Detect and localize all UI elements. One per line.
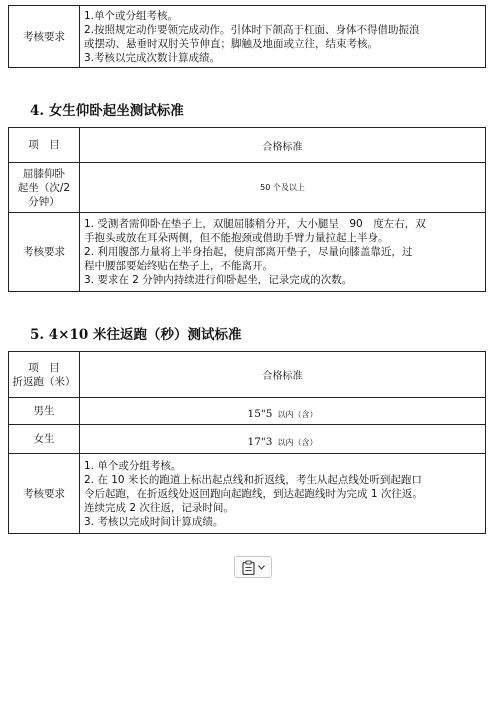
requirement-line: 或摆动、悬垂时双肘关节伸直；脚触及地面或立往，结束考核。 [84, 37, 378, 50]
shuttle-requirements-label: 考核要求 [9, 454, 80, 534]
situp-requirements-label: 考核要求 [9, 213, 80, 292]
requirement-line: 1. 单个或分组考核。 [84, 459, 182, 472]
requirements-text [80, 6, 486, 68]
header-standard: 合格标准 [80, 352, 486, 398]
header-item: 项 目 [9, 128, 80, 163]
situp-label-line: 起坐（次/2 [17, 181, 71, 194]
header-item-line: 项 目 [28, 361, 60, 374]
header-item-line: 折返跑（米） [12, 375, 76, 388]
requirement-line: 手抱头或放在耳朵两侧，但不能抱颈或借助手臂力量拉起上半身。 [84, 232, 389, 244]
shuttle-run-standard-table [8, 351, 486, 534]
section4-heading: 4. 女生仰卧起坐测试标准 [30, 103, 184, 119]
situp-requirements-text [80, 213, 486, 292]
male-label: 男生 [9, 398, 80, 425]
requirement-line: 2. 利用腹部力量将上半身抬起，使肩部离开垫子，尽量向膝盖靠近，过 [84, 246, 413, 258]
female-standard [80, 425, 486, 454]
male-standard [80, 398, 486, 425]
situp-standard-value: 50 个及以上 [80, 163, 486, 213]
female-label: 女生 [9, 425, 80, 454]
situp-label-line: 分钟） [28, 195, 60, 208]
requirement-line: 2. 在 10 米长的跑道上标出起点线和折返线，考生从起点线处听到起跑口 [84, 473, 422, 486]
requirement-line: 1.单个或分组考核。 [84, 9, 179, 22]
section5-heading: 5. 4×10 米往返跑（秒）测试标准 [30, 327, 242, 343]
requirement-line: 3. 考核以完成时间计算成绩。 [84, 515, 224, 528]
requirement-line: 令后起跑，在折返线处返回跑向起跑线，到达起跑线时为完成 1 次往返。 [84, 487, 423, 500]
male-suffix: 以内（含） [277, 409, 318, 419]
male-time: 15"5 [247, 407, 273, 420]
situp-label [9, 163, 80, 213]
header-item [9, 352, 80, 398]
requirement-line: 1. 受测者需仰卧在垫子上，双腿屈膝稍分开，大小腿呈 90 度左右，双 [84, 218, 426, 230]
header-standard: 合格标准 [80, 128, 486, 163]
situp-standard-table [8, 127, 486, 292]
pullup-requirements-table [8, 5, 486, 68]
clipboard-icon [242, 560, 255, 575]
requirement-line: 2.按照规定动作要领完成动作。引体时下颌高于杠面、身体不得借助振浪 [84, 23, 420, 36]
paste-options-button[interactable] [234, 556, 272, 578]
shuttle-requirements-text [80, 454, 486, 534]
chevron-down-icon [258, 565, 265, 570]
requirement-line: 连续完成 2 次往返，记录时间。 [84, 501, 234, 514]
requirement-line: 程中腰部要始终贴在垫子上，不能离开。 [84, 260, 273, 272]
requirement-line: 3. 要求在 2 分钟内持续进行仰卧起坐，记录完成的次数。 [84, 274, 353, 286]
requirements-label: 考核要求 [9, 6, 80, 68]
female-time: 17"3 [247, 435, 273, 448]
female-suffix: 以内（含） [277, 437, 318, 447]
situp-label-line: 屈膝仰卧 [23, 167, 65, 180]
requirement-line: 3.考核以完成次数计算成绩。 [84, 51, 221, 64]
